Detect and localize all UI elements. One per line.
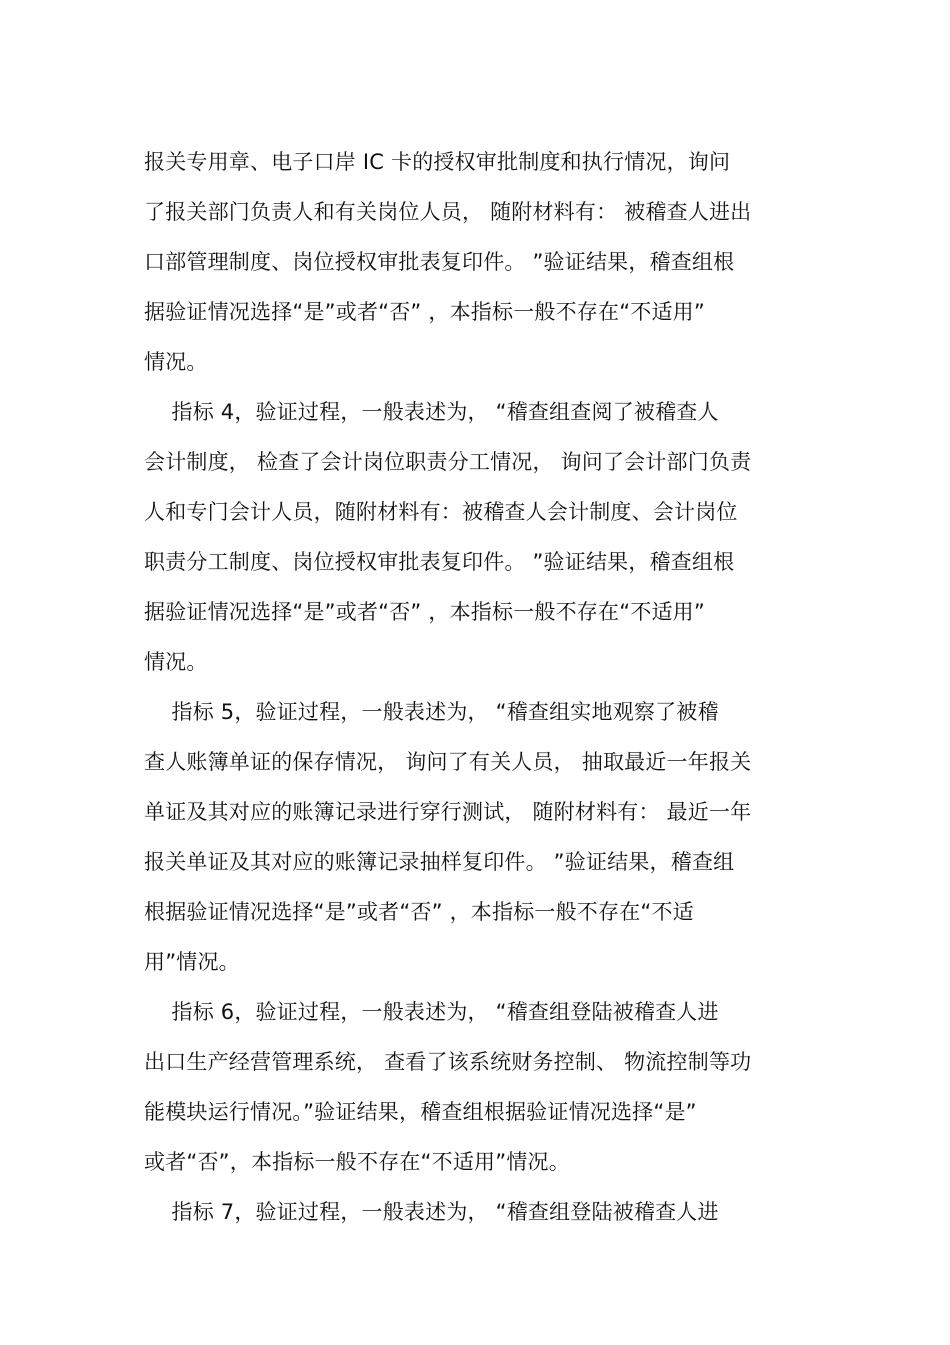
text-line: 报关单证及其对应的账簿记录抽样复印件。 ”验证结果，稽查组: [144, 850, 735, 874]
text-line: 会计制度， 检查了会计岗位职责分工情况， 询问了会计部门负责: [144, 450, 752, 474]
text-line: 指标 6，验证过程，一般表述为， “稽查组登陆被稽查人进: [144, 1000, 719, 1024]
text-line: 指标 4，验证过程，一般表述为， “稽查组查阅了被稽查人: [144, 400, 719, 424]
text-line: 据验证情况选择“是”或者“否” ，本指标一般不存在“不适用”: [144, 600, 705, 624]
text-line: 情况。: [144, 650, 208, 674]
text-line: 单证及其对应的账簿记录进行穿行测试， 随附材料有： 最近一年: [144, 800, 752, 824]
text-line: 指标 5，验证过程，一般表述为， “稽查组实地观察了被稽: [144, 700, 719, 724]
text-line: 职责分工制度、岗位授权审批表复印件。 ”验证结果，稽查组根: [144, 550, 735, 574]
text-line: 口部管理制度、岗位授权审批表复印件。 ”验证结果，稽查组根: [144, 250, 735, 274]
text-line: 据验证情况选择“是”或者“否” ，本指标一般不存在“不适用”: [144, 300, 705, 324]
text-line: 了报关部门负责人和有关岗位人员， 随附材料有： 被稽查人进出: [144, 200, 752, 224]
text-line: 或者“否”，本指标一般不存在“不适用”情况。: [144, 1150, 570, 1174]
text-line: 用”情况。: [144, 950, 240, 974]
text-line: 指标 7，验证过程，一般表述为， “稽查组登陆被稽查人进: [144, 1200, 719, 1224]
text-line: 出口生产经营管理系统， 查看了该系统财务控制、 物流控制等功: [144, 1050, 752, 1074]
text-line: 人和专门会计人员，随附材料有：被稽查人会计制度、会计岗位: [144, 500, 738, 524]
text-line: 查人账簿单证的保存情况， 询问了有关人员， 抽取最近一年报关: [144, 750, 752, 774]
text-line: 根据验证情况选择“是”或者“否” ，本指标一般不存在“不适: [144, 900, 694, 924]
text-line: 能模块运行情况。”验证结果，稽查组根据验证情况选择“是”: [144, 1100, 697, 1124]
text-line: 情况。: [144, 350, 208, 374]
text-line: 报关专用章、电子口岸 IC 卡的授权审批制度和执行情况，询问: [144, 150, 731, 174]
